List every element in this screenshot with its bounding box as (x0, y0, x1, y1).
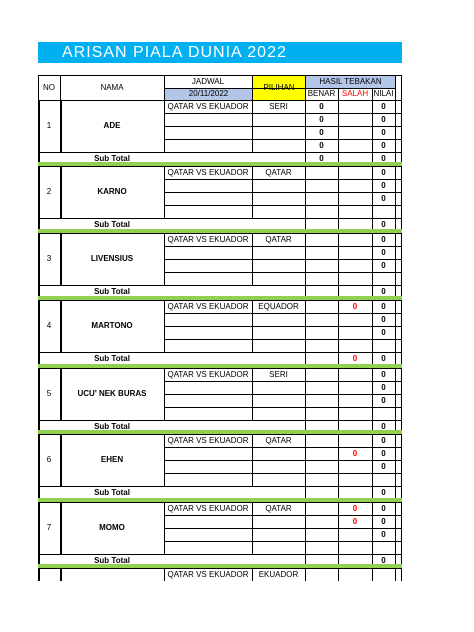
salah-value (338, 339, 372, 352)
benar-value (305, 339, 338, 352)
prediction-pick: SERI (269, 369, 288, 379)
nilai-value: 0 (381, 167, 386, 177)
grid-line (164, 502, 165, 554)
prediction-pick: EQUADOR (258, 301, 299, 311)
grid-line (372, 166, 373, 218)
salah-value: 0 (352, 448, 358, 458)
grid-line (164, 434, 165, 486)
benar-value (305, 473, 338, 486)
entry-no: 6 (46, 455, 52, 464)
grid-line (164, 568, 165, 581)
subtotal-nilai: 0 (381, 353, 386, 363)
grid-line (305, 166, 306, 218)
nilai-value (372, 205, 395, 218)
grid-line (164, 272, 402, 273)
grid-line (164, 473, 402, 474)
subtotal-nilai: 0 (381, 487, 386, 497)
entry-no: 3 (46, 254, 52, 263)
participant-name: EHEN (100, 455, 124, 464)
grid-line (60, 568, 62, 581)
benar-value (305, 259, 338, 272)
match-label: QATAR VS EKUADOR (167, 369, 249, 379)
grid-line (305, 568, 306, 581)
grid-line (60, 300, 62, 352)
participant-name: UCU' NEK BURAS (77, 389, 147, 398)
salah-value (338, 100, 372, 113)
grid-line (338, 434, 339, 486)
nilai-value: 0 (381, 234, 386, 244)
benar-value (305, 368, 338, 381)
grid-line (38, 233, 402, 234)
grid-line (38, 75, 39, 100)
nilai-value: 0 (381, 369, 386, 379)
grid-line (338, 233, 339, 285)
grid-line (164, 179, 402, 180)
subtotal-nilai: 0 (381, 555, 386, 565)
grid-line (164, 300, 165, 352)
benar-value (305, 407, 338, 420)
nilai-value: 0 (381, 180, 386, 190)
grid-line (164, 447, 402, 448)
match-label: QATAR VS EKUADOR (167, 503, 249, 513)
entry-no: 1 (46, 121, 52, 130)
grid-line (305, 300, 306, 352)
grid-line (338, 368, 339, 420)
grid-line (38, 568, 40, 581)
grid-line (395, 75, 396, 100)
nilai-value: 0 (381, 503, 386, 513)
grid-line (38, 368, 402, 369)
entry-no: 2 (46, 187, 52, 196)
salah-value: 0 (352, 503, 358, 513)
grid-line (38, 434, 40, 499)
entry-no: 7 (46, 523, 52, 532)
salah-value (338, 473, 372, 486)
grid-line (164, 339, 402, 340)
grid-line (372, 233, 373, 285)
grid-line (401, 568, 402, 581)
participant-name: LIVENSIUS (90, 254, 134, 263)
entry-no: 5 (46, 389, 52, 398)
grid-line (305, 502, 306, 554)
grid-line (164, 88, 395, 89)
benar-value: 0 (319, 127, 324, 137)
nilai-value: 0 (381, 314, 386, 324)
grid-line (164, 407, 402, 408)
grid-line (252, 434, 253, 486)
benar-value (305, 166, 338, 179)
prediction-pick: QATAR (265, 234, 292, 244)
grid-line (305, 75, 306, 100)
header-jadwal: JADWAL (191, 76, 225, 86)
nilai-value: 0 (381, 140, 386, 150)
grid-line (252, 75, 253, 100)
salah-value (338, 272, 372, 285)
grid-line (252, 166, 253, 218)
nilai-value: 0 (381, 382, 386, 392)
nilai-value: 0 (381, 529, 386, 539)
salah-value (338, 113, 372, 126)
grid-line (252, 568, 253, 581)
grid-line (401, 300, 402, 365)
salah-value (338, 205, 372, 218)
grid-line (60, 502, 62, 554)
grid-line (164, 205, 402, 206)
subtotal-label: Sub Total (94, 353, 130, 363)
benar-value (305, 246, 338, 259)
prediction-pick: QATAR (265, 435, 292, 445)
nilai-value (372, 339, 395, 352)
grid-line (338, 166, 339, 218)
prediction-pick: QATAR (265, 167, 292, 177)
grid-line (164, 381, 402, 382)
grid-line (338, 100, 339, 152)
benar-value (305, 192, 338, 205)
grid-line (60, 368, 62, 420)
nilai-value (372, 272, 395, 285)
prediction-pick: EKUADOR (258, 569, 299, 579)
grid-line (38, 166, 40, 231)
benar-value (305, 233, 338, 246)
benar-value (305, 434, 338, 447)
header-hasil-tebakan: HASIL TEBAKAN (306, 76, 395, 88)
subtotal-label: Sub Total (94, 153, 130, 163)
participant-name: ADE (103, 121, 121, 130)
nilai-value: 0 (381, 114, 386, 124)
grid-line (38, 300, 402, 301)
grid-line (38, 368, 40, 433)
benar-value (305, 541, 338, 554)
grid-line (164, 528, 402, 529)
subtotal-label: Sub Total (94, 421, 130, 431)
grid-line (305, 368, 306, 420)
grid-line (60, 166, 62, 218)
grid-line (395, 100, 396, 152)
subtotal-nilai: 0 (381, 421, 386, 431)
header-nama: NAMA (100, 82, 124, 92)
match-label: QATAR VS EKUADOR (167, 435, 249, 445)
grid-line (372, 434, 373, 486)
salah-value (338, 407, 372, 420)
grid-line (164, 259, 402, 260)
salah-value (338, 192, 372, 205)
benar-value (305, 205, 338, 218)
subtotal-nilai: 0 (381, 153, 386, 163)
nilai-value: 0 (381, 247, 386, 257)
subtotal-label: Sub Total (94, 487, 130, 497)
grid-line (164, 233, 165, 285)
grid-line (164, 541, 402, 542)
prediction-pick: QATAR (265, 503, 292, 513)
benar-value (305, 272, 338, 285)
page-title: ARISAN PIALA DUNIA 2022 (62, 44, 287, 61)
match-label: QATAR VS EKUADOR (167, 569, 249, 579)
benar-value (305, 381, 338, 394)
grid-line (164, 515, 402, 516)
nilai-value (372, 541, 395, 554)
match-label: QATAR VS EKUADOR (167, 167, 249, 177)
grid-line (38, 100, 40, 165)
benar-value (305, 179, 338, 192)
grid-line (372, 502, 373, 554)
nilai-value: 0 (381, 327, 386, 337)
salah-value (338, 259, 372, 272)
grid-line (164, 126, 402, 127)
grid-line (252, 368, 253, 420)
subtotal-nilai: 0 (381, 286, 386, 296)
grid-line (372, 88, 373, 100)
grid-line (305, 233, 306, 285)
header-salah: SALAH (341, 89, 369, 98)
match-label: QATAR VS EKUADOR (167, 234, 249, 244)
nilai-value: 0 (381, 301, 386, 311)
subtotal-nilai: 0 (381, 219, 386, 229)
salah-value (338, 246, 372, 259)
grid-line (395, 300, 396, 352)
grid-line (60, 434, 62, 486)
nilai-value: 0 (381, 260, 386, 270)
header-nilai: NILAI (373, 89, 394, 98)
grid-line (305, 434, 306, 486)
salah-value (338, 541, 372, 554)
salah-value (338, 460, 372, 473)
grid-line (38, 75, 402, 76)
grid-line (164, 368, 165, 420)
benar-value (305, 515, 338, 528)
participant-name: MOMO (99, 523, 125, 532)
subtotal-label: Sub Total (94, 219, 130, 229)
grid-line (395, 166, 396, 218)
grid-line (164, 166, 165, 218)
benar-value (305, 447, 338, 460)
subtotal-label: Sub Total (94, 555, 130, 565)
benar-value (305, 528, 338, 541)
benar-value (305, 300, 338, 313)
nilai-value (372, 473, 395, 486)
benar-value (305, 502, 338, 515)
grid-line (395, 233, 396, 285)
grid-line (164, 100, 165, 152)
grid-line (338, 88, 339, 100)
grid-line (164, 394, 402, 395)
grid-line (401, 100, 402, 165)
entry-no: 4 (46, 321, 52, 330)
benar-value (305, 313, 338, 326)
salah-value: 0 (352, 301, 358, 311)
grid-line (395, 368, 396, 420)
grid-line (38, 502, 402, 503)
grid-line (38, 434, 402, 435)
participant-name (60, 568, 164, 581)
benar-value (305, 326, 338, 339)
grid-line (164, 192, 402, 193)
match-label: QATAR VS EKUADOR (167, 101, 249, 111)
salah-value (338, 381, 372, 394)
nilai-value (372, 407, 395, 420)
salah-value (338, 233, 372, 246)
prediction-pick: SERI (269, 101, 288, 111)
subtotal-salah: 0 (352, 353, 358, 363)
header-benar: BENAR (307, 89, 336, 98)
nilai-value: 0 (381, 435, 386, 445)
grid-line (164, 113, 402, 114)
grid-line (38, 166, 402, 167)
entry-no (38, 568, 60, 581)
header-date: 20/11/2022 (165, 88, 252, 100)
grid-line (305, 100, 306, 152)
grid-line (401, 502, 402, 567)
grid-line (395, 568, 396, 581)
benar-value (305, 394, 338, 407)
grid-line (372, 568, 373, 581)
grid-line (164, 313, 402, 314)
grid-line (252, 100, 253, 152)
grid-line (60, 100, 62, 152)
participant-name: MARTONO (91, 321, 133, 330)
grid-line (38, 233, 40, 298)
salah-value (338, 528, 372, 541)
grid-line (164, 246, 402, 247)
grid-line (338, 502, 339, 554)
salah-value (338, 139, 372, 152)
salah-value (338, 179, 372, 192)
grid-line (38, 300, 40, 365)
grid-line (395, 502, 396, 554)
grid-line (38, 502, 40, 567)
grid-line (164, 75, 165, 100)
benar-value: 0 (319, 101, 324, 111)
grid-line (252, 233, 253, 285)
nilai-value: 0 (381, 461, 386, 471)
subtotal-label: Sub Total (94, 286, 130, 296)
nilai-value: 0 (381, 395, 386, 405)
grid-line (38, 568, 402, 569)
grid-line (401, 368, 402, 433)
salah-value (338, 166, 372, 179)
subtotal-benar: 0 (319, 153, 324, 163)
nilai-value: 0 (381, 127, 386, 137)
salah-value: 0 (352, 516, 358, 526)
grid-line (401, 166, 402, 231)
header-no: NO (43, 82, 55, 92)
grid-line (372, 100, 373, 152)
grid-line (401, 75, 402, 100)
salah-value (338, 368, 372, 381)
grid-line (252, 502, 253, 554)
grid-line (164, 460, 402, 461)
grid-line (401, 434, 402, 499)
benar-value: 0 (319, 114, 324, 124)
nilai-value: 0 (381, 193, 386, 203)
grid-line (60, 75, 61, 100)
salah-value (338, 313, 372, 326)
grid-line (372, 368, 373, 420)
grid-line (252, 300, 253, 352)
grid-line (401, 233, 402, 298)
nilai-value: 0 (381, 101, 386, 111)
salah-value (338, 126, 372, 139)
benar-value (305, 460, 338, 473)
grid-line (60, 233, 62, 285)
grid-line (372, 300, 373, 352)
participant-name: KARNO (97, 187, 127, 196)
nilai-value: 0 (381, 448, 386, 458)
grid-line (164, 139, 402, 140)
salah-value (338, 434, 372, 447)
grid-line (338, 300, 339, 352)
salah-value (338, 394, 372, 407)
nilai-value: 0 (381, 516, 386, 526)
grid-line (38, 100, 402, 101)
benar-value: 0 (319, 140, 324, 150)
grid-line (164, 326, 402, 327)
grid-line (338, 568, 339, 581)
salah-value (338, 326, 372, 339)
grid-line (395, 434, 396, 486)
match-label: QATAR VS EKUADOR (167, 301, 249, 311)
